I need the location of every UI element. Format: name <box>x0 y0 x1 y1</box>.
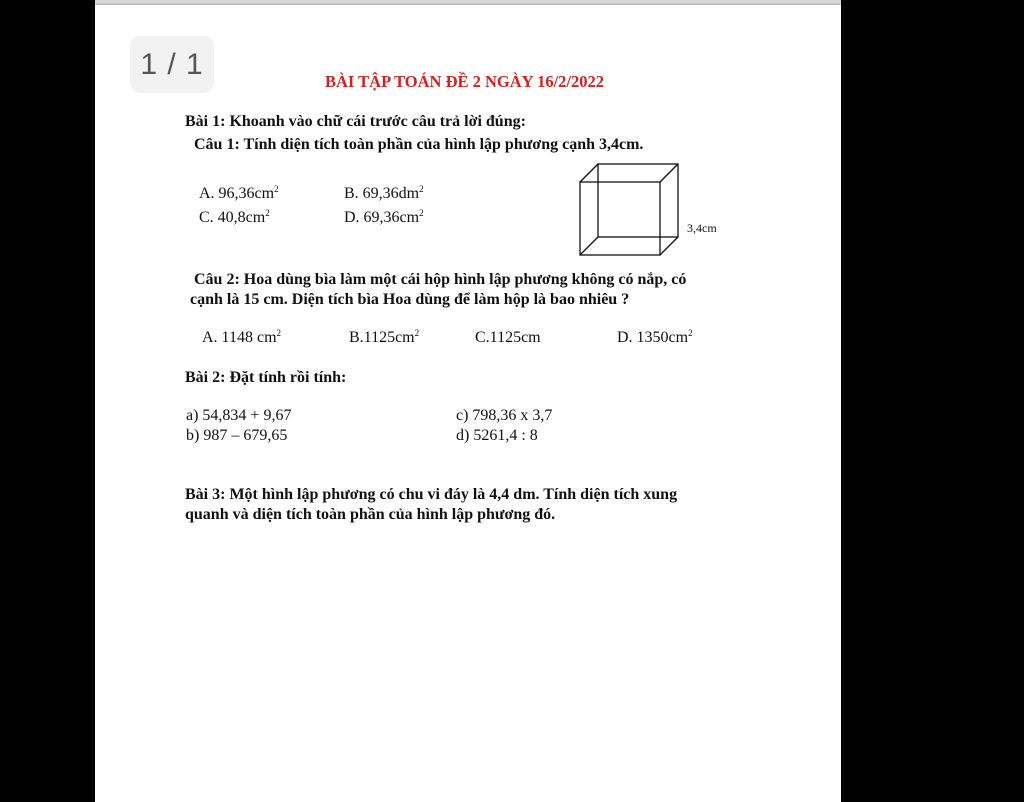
bai2-heading: Bài 2: Đặt tính rồi tính: <box>185 369 347 386</box>
cau2-option-b: $B.1125cm^2$ <box>349 328 420 346</box>
cau1-option-b: B. $69,36dm^2$ <box>344 184 424 202</box>
cau1-option-d: D. $69,36cm^2$ <box>344 208 424 226</box>
bai2-item-a: a) 54,834 + 9,67 <box>186 407 292 424</box>
bai2-item-d: d) 5261,4 : 8 <box>456 427 538 444</box>
bai3-line1: Bài 3: Một hình lập phương có chu vi đáy là 4,4 dm. Tính diện tích xung <box>185 486 678 503</box>
cau2-option-a: A. 1148 $cm^2$ <box>202 328 282 346</box>
cau2-question-line1: Câu 2: Hoa dùng bìa làm một cái hộp hình lập phương không có nắp, có <box>194 271 687 288</box>
bai2-item-c: c) 798,36 x 3,7 <box>456 407 553 424</box>
cube-front-face <box>580 182 660 255</box>
bai3-line2: quanh và diện tích toàn phần của hình lập phương đó. <box>185 506 556 523</box>
page-indicator: 1 / 1 <box>130 36 214 93</box>
cau1-option-a: A. $96,36cm^2$ <box>199 184 279 202</box>
cau1-option-c: C. $40,8cm^2$ <box>199 208 270 226</box>
cau2-question-line2: cạnh là 15 cm. Diện tích bìa Hoa dùng để làm hộp là bao nhiêu ? <box>190 291 630 308</box>
document-title: BÀI TẬP TOÁN ĐỀ 2 NGÀY 16/2/2022 <box>325 72 605 91</box>
cau2-option-c: C.1125cm <box>475 329 541 346</box>
bai2-item-b: b) 987 – 679,65 <box>186 427 288 444</box>
cube-edge-label: 3,4cm <box>687 221 717 235</box>
cube-figure <box>576 160 684 258</box>
cau2-option-d: D. $1350cm^2$ <box>617 328 693 346</box>
cube-back-face <box>598 164 678 237</box>
bai1-heading: Bài 1: Khoanh vào chữ cái trước câu trả lời đúng: <box>185 113 526 130</box>
cau1-question: Câu 1: Tính diện tích toàn phần của hình lập phương cạnh 3,4cm. <box>194 136 644 153</box>
